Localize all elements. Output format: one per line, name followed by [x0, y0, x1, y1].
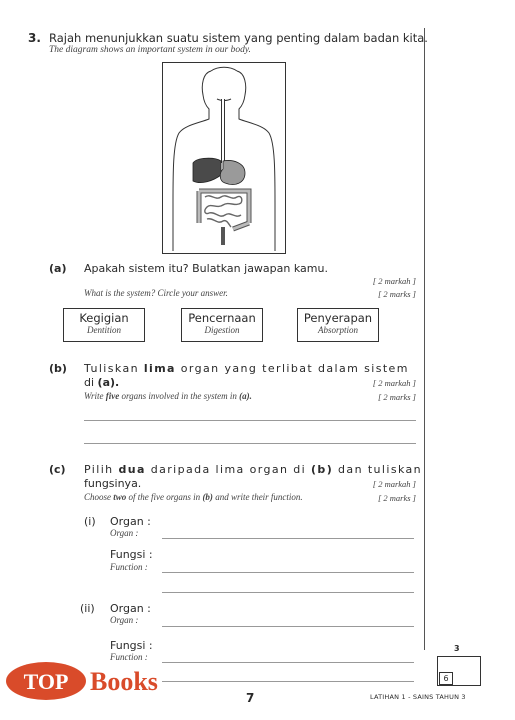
- item-i-number: (i): [84, 515, 96, 528]
- part-c-bold: dua: [118, 463, 146, 476]
- item-i-organ-ms: Organ :: [110, 515, 151, 528]
- option-kegigian-ms: Kegigian: [79, 311, 129, 325]
- part-b-en-text-1: Write: [84, 391, 104, 401]
- item-ii-organ-ms: Organ :: [110, 602, 151, 615]
- part-a-question-ms: Apakah sistem itu? Bulatkan jawapan kamu.: [84, 262, 328, 275]
- item-ii-fungsi-en: Function :: [110, 652, 148, 662]
- footer-series: LATIHAN 1 - SAINS TAHUN 3: [370, 693, 466, 701]
- answer-line-function-ii-1[interactable]: [162, 662, 414, 663]
- score-max: 3: [454, 644, 460, 653]
- part-c-text-1: Pilih: [84, 463, 114, 476]
- part-c-ref: (b): [311, 463, 334, 476]
- part-c-en-bold: two: [113, 492, 127, 502]
- score-total: 6: [439, 672, 453, 685]
- part-c-label: (c): [49, 463, 66, 476]
- part-c-question-en: [84, 492, 303, 502]
- part-c-en-text-1: Choose: [84, 492, 111, 502]
- part-b-en-bold: five: [105, 391, 120, 401]
- part-b-text-2: organ yang terlibat dalam sistem: [180, 362, 409, 375]
- answer-line-organ-ii[interactable]: [162, 626, 414, 627]
- logo-left-text: TOP: [23, 669, 69, 694]
- option-penyerapan[interactable]: [297, 308, 379, 342]
- question-stem-en: The diagram shows an important system in our body.: [49, 45, 251, 55]
- part-b-question-en: [84, 391, 252, 401]
- item-i-fungsi-en: Function :: [110, 562, 148, 572]
- item-ii-number: (ii): [80, 602, 95, 615]
- part-a-marks-en: [ 2 marks ]: [377, 289, 416, 299]
- part-b-en-ref: (a).: [239, 391, 252, 401]
- part-a-marks-ms: [ 2 markah ]: [372, 276, 416, 286]
- margin-line: [424, 28, 425, 650]
- answer-line-function-ii-2[interactable]: [162, 681, 414, 682]
- part-a-label: (a): [49, 262, 67, 275]
- part-b-marks-en: [ 2 marks ]: [377, 392, 416, 402]
- item-ii-organ-en: Organ :: [110, 615, 139, 625]
- part-c-text-3: dan tuliskan: [338, 463, 423, 476]
- digestive-system-diagram: [162, 62, 286, 254]
- page-number: 7: [246, 691, 255, 705]
- answer-line-b2[interactable]: [84, 443, 416, 444]
- part-b-text-1: Tuliskan: [84, 362, 139, 375]
- option-kegigian[interactable]: [63, 308, 145, 342]
- logo-right-text: Books: [90, 667, 158, 696]
- option-pencernaan[interactable]: [181, 308, 263, 342]
- part-c-marks-en: [ 2 marks ]: [377, 493, 416, 503]
- part-b-question-ms-line2: [84, 376, 119, 389]
- part-c-en-ref: (b): [202, 492, 213, 502]
- answer-line-b1[interactable]: [84, 420, 416, 421]
- part-b-question-ms-line1: [84, 362, 409, 375]
- part-b-ref: (a).: [97, 376, 120, 389]
- option-kegigian-en: Dentition: [87, 325, 121, 335]
- digestive-system-illustration: [163, 63, 285, 253]
- part-c-text-2: daripada lima organ di: [150, 463, 307, 476]
- part-c-en-text-3: and write their function.: [215, 492, 303, 502]
- answer-line-organ-i[interactable]: [162, 538, 414, 539]
- option-pencernaan-en: Digestion: [204, 325, 240, 335]
- item-i-organ-en: Organ :: [110, 528, 139, 538]
- part-c-question-ms-line2: fungsinya.: [84, 477, 142, 490]
- question-stem-ms: Rajah menunjukkan suatu sistem yang penting dalam badan kita.: [49, 31, 428, 45]
- topbooks-logo: [6, 660, 186, 707]
- part-c-question-ms-line1: [84, 463, 422, 476]
- part-c-marks-ms: [ 2 markah ]: [372, 479, 416, 489]
- item-i-fungsi-ms: Fungsi :: [110, 548, 153, 561]
- question-number: 3.: [28, 31, 41, 45]
- item-ii-fungsi-ms: Fungsi :: [110, 639, 153, 652]
- part-b-text-3: di: [84, 376, 95, 389]
- part-b-bold: lima: [143, 362, 176, 375]
- option-pencernaan-ms: Pencernaan: [188, 311, 256, 325]
- option-penyerapan-en: Absorption: [317, 325, 358, 335]
- answer-line-function-i-2[interactable]: [162, 592, 414, 593]
- part-b-marks-ms: [ 2 markah ]: [372, 378, 416, 388]
- answer-line-function-i-1[interactable]: [162, 572, 414, 573]
- part-b-en-text-2: organs involved in the system in: [121, 391, 237, 401]
- topbooks-logo-graphic: [6, 660, 186, 702]
- part-a-question-en: What is the system? Circle your answer.: [84, 288, 228, 298]
- part-c-en-text-2: of the five organs in: [128, 492, 201, 502]
- option-penyerapan-ms: Penyerapan: [303, 311, 373, 325]
- part-b-label: (b): [49, 362, 67, 375]
